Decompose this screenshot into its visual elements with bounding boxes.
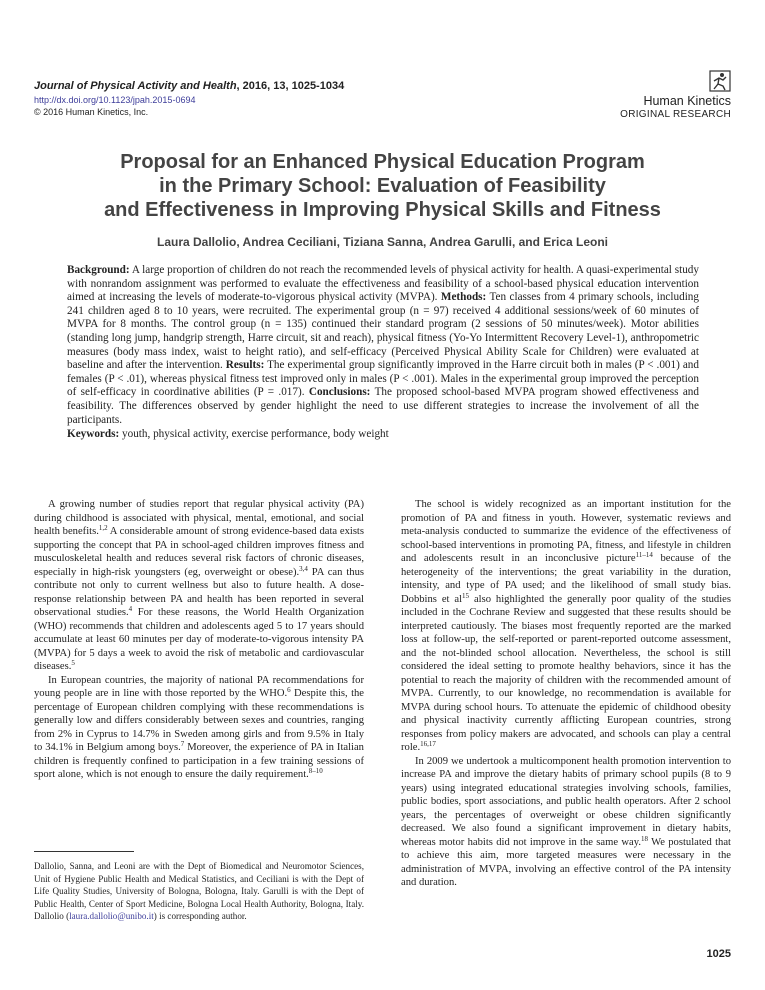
citation-ref[interactable]: 8–10 [308, 767, 323, 776]
abstract-conclusions-text: The proposed school-based MVPA program showed effectiveness and feasibility. The differences observed by gender highlight the need to use different strategies to increase the involvement of all the participants. [67, 386, 699, 426]
citation-ref[interactable]: 3,4 [299, 564, 308, 573]
page-number: 1025 [706, 948, 731, 960]
body-text: because of the heterogeneity of the interventions; the great variability in the duration, intensity, and type of PA used; and the likelihood of small study bias. Dobbins et al [401, 553, 731, 605]
body-text: Despite this, the percentage of European children complying with these recommendations is generally low and differs considerably between sexes and countries, ranging from 2% in Cyprus to 14.7% in Sweden among girls and from 9.5% in Italy to 34.1% in Belgium among boys. [34, 688, 365, 754]
body-text: A growing number of studies report that regular physical activity (PA) during childhood is associated with physical, mental, emotional, and social health benefits. [34, 499, 364, 538]
citation-ref[interactable]: 6 [287, 686, 291, 695]
citation-ref[interactable]: 1,2 [98, 524, 108, 533]
body-text: PA can thus contribute not only to current wellness but also to future health. A dose-response relationship between PA and health has been reported in several observational studies. [34, 566, 364, 619]
keywords [67, 428, 699, 442]
corresponding-email-link[interactable]: laura.dallolio@unibo.it [69, 911, 154, 922]
journal-volume-info: , 2016, 13, 1025-1034 [236, 80, 345, 92]
citation-ref[interactable]: 7 [180, 740, 185, 749]
footnote-text: Dallolio, Sanna, and Leoni are with the Dept of Biomedical and Neuromotor Sciences, Unit of Hygiene Public Health and Medical Statistics, and Ceciliani is with the Dept of Life Quality Studies, University of Bologna, Bologna, Italy. Garulli is with the Dept of Public Health, Center of Sport Medicine, Bologna Local Health Authority, Bologna, Italy. Dallolio ( [34, 861, 364, 922]
publisher-block [620, 70, 731, 121]
citation-ref[interactable]: 15 [462, 591, 470, 600]
journal-citation [34, 80, 494, 93]
body-column-left [34, 498, 364, 782]
citation-ref[interactable]: 4 [128, 605, 133, 614]
title-line: and Effectiveness in Improving Physical Skills and Fitness [104, 199, 661, 221]
body-text: In 2009 we undertook a multicomponent health promotion intervention to increase PA and improve the dietary habits of primary school pupils (8 to 9 years) using integrated educational strategies involving schools, families, public bodies, sport associations, and public health operators. After 2 school years, the percentages of overweight or obese children significantly decreased. We also found a significant improvement in dietary habits, whereas motor habits did not improve in the same way. [401, 755, 731, 848]
keywords-text: youth, physical activity, exercise performance, body weight [119, 428, 389, 440]
article-title [40, 150, 725, 222]
journal-header [34, 80, 494, 118]
body-text: We postulated that to achieve this aim, more targeted measures were necessary in the administration of MVPA, involving an effective control of the PA intensity and duration. [401, 836, 731, 889]
body-text: For these reasons, the World Health Organization (WHO) recommends that children and adolescents aged 5 to 17 years should accumulate at least 60 minutes per day of moderate-to-vigorous intensity PA (MVPA) for 5 days a week to avoid the risk of metabolic and cardiovascular diseases. [34, 607, 364, 673]
body-column-right [401, 498, 731, 890]
abstract [67, 264, 699, 427]
citation-ref[interactable]: 18 [640, 834, 648, 843]
body-paragraph [34, 498, 364, 674]
citation-ref[interactable]: 5 [71, 659, 75, 668]
abstract-background-label: Background: [67, 264, 130, 276]
abstract-methods-text: Ten classes from 4 primary schools, including 241 children aged 8 to 10 years, were recruited. The experimental group (n = 97) received 4 additional sessions/week of 60 minutes of MVPA for 8 months. The control group (n = 135) continued their standard program (2 sessions of 50 minutes/week). Motor abilities (standing long jump, handgrip strength, Harre circuit, sit and reach), physical fitness (Yo-Yo Intermittent Recovery Level-1), anthropometric measures (body mass index, waist to height ratio), and self-efficacy (Perceived Physical Ability Scale for Children) were evaluated at baseline and after the intervention. [67, 291, 699, 372]
body-text: also highlighted the generally poor quality of the studies included in the Cochrane Review and suggested that these results should be interpreted cautiously. The biases most frequently reported are the marked loss at follow-up, the self-reported or parent-reported outcome assessment, and the not-blinded school allocation. Nevertheless, the school is still considered the ideal setting to promote healthy behaviors, since it has the potential to reach the majority of children with the recommended amount of MVPA. Currently, to our knowledge, no recommendation is available for MVPA during school hours. To attenuate the epidemic of childhood obesity and physical inactivity currently afflicting European countries, strong responses from policy makers are advocated, and schools can play a central role. [401, 593, 731, 754]
author-list: Laura Dallolio, Andrea Ceciliani, Tiziana Sanna, Andrea Garulli, and Erica Leoni [156, 235, 608, 249]
author-affiliation-footnote [34, 860, 364, 923]
body-paragraph [401, 498, 731, 755]
body-text: The school is widely recognized as an important institution for the promotion of PA and fitness in youth. However, systematic reviews and meta-analysis conducted to summarize the evidence of the effectiveness of school-based interventions in promoting PA, fitness, and lifestyle in children and adolescents result in an inconclusive picture [401, 499, 731, 565]
body-paragraph [34, 674, 364, 782]
body-text: A considerable amount of strong evidence-based data exists supporting the concept that PA in school-aged children improves fitness and musculoskeletal health and reduces several risk factors of chronic diseases, especially in high-risk youngsters (eg, overweight or obese). [34, 526, 365, 578]
body-paragraph [401, 755, 731, 890]
abstract-background-text: A large proportion of children do not reach the recommended levels of physical activity for health. A quasi-experimental study with nonrandom assignment was performed to evaluate the effectiveness and feasibility of a school-based physical education intervention aimed at increasing the levels of moderate-to-vigorous physical activity (MVPA). [67, 264, 699, 304]
footnote-divider [34, 851, 134, 852]
copyright-notice: © 2016 Human Kinetics, Inc. [34, 107, 149, 117]
title-line: Proposal for an Enhanced Physical Education Program [120, 151, 645, 173]
human-kinetics-logo-icon [709, 70, 731, 92]
abstract-results-text: The experimental group significantly improved in the Harre circuit both in males (P < .001) and females (P < .01), whereas physical fitness test improved only in males (P < .001). Males in the experimental group improved the perception of self-efficacy in coordinative abilities (P = .017). [67, 359, 699, 399]
keywords-label: Keywords: [67, 428, 120, 440]
journal-title: Journal of Physical Activity and Health [34, 80, 237, 92]
citation-ref[interactable]: 11–14 [635, 551, 653, 560]
doi-link[interactable]: http://dx.doi.org/10.1123/jpah.2015-0694 [34, 95, 196, 105]
body-text: In European countries, the majority of national PA recommendations for young people are in line with those reported by the WHO. [34, 674, 364, 700]
abstract-methods-label: Methods: [440, 291, 487, 304]
publisher-name: Human Kinetics [643, 94, 731, 108]
body-text: Moreover, the experience of PA in Italian children is frequently confined to participation in a few training sessions of sport alone, which is not enough to ensure the daily requirement. [34, 742, 364, 781]
abstract-conclusions-label: Conclusions: [308, 386, 371, 399]
abstract-results-label: Results: [225, 359, 265, 372]
title-line: in the Primary School: Evaluation of Feasibility [159, 175, 606, 197]
section-label: ORIGINAL RESEARCH [620, 109, 731, 120]
footnote-text: ) is corresponding author. [153, 911, 247, 922]
citation-ref[interactable]: 16,17 [420, 740, 436, 749]
